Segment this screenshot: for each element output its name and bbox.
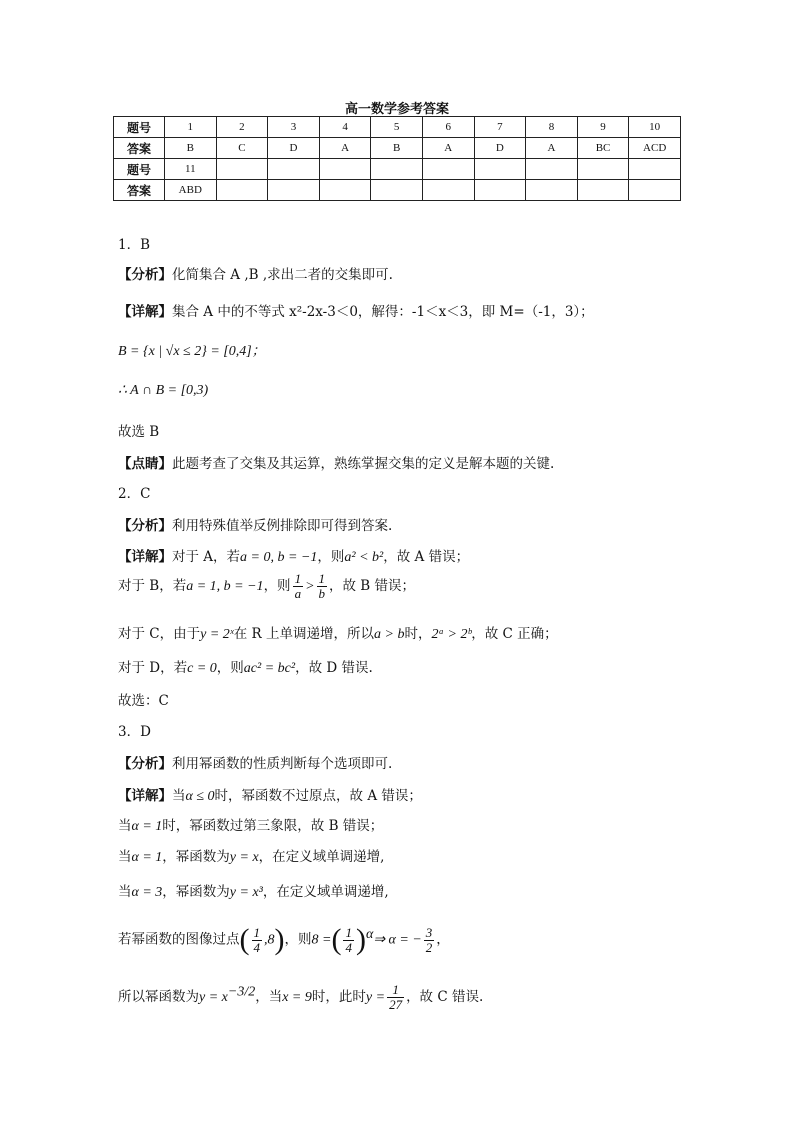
table-header-cell: 答案 <box>114 180 165 201</box>
table-cell: B <box>165 138 217 159</box>
analysis-text: 利用特殊值举反例排除即可得到答案. <box>172 518 393 534</box>
q2-detail-c <box>118 622 558 643</box>
table-cell <box>268 180 320 201</box>
table-cell: ABD <box>165 180 217 201</box>
math: a = 0, b = −1 <box>240 550 318 565</box>
table-cell: 11 <box>165 159 217 180</box>
q2-analysis <box>118 514 392 534</box>
table-header-cell: 答案 <box>114 138 165 159</box>
text: ，故 C 错误. <box>406 989 484 1005</box>
table-cell: 3 <box>268 117 320 138</box>
analysis-text: 化简集合 A ,B ,求出二者的交集即可. <box>172 267 393 283</box>
math: y = <box>365 990 386 1005</box>
q2-detail-a <box>118 545 469 566</box>
q3-detail-4 <box>118 880 389 901</box>
table-cell <box>422 159 474 180</box>
table-cell <box>371 159 423 180</box>
table-cell <box>216 159 268 180</box>
fraction <box>293 572 304 601</box>
numerator: 1 <box>253 924 260 940</box>
text: ，幂函数为 <box>162 884 230 900</box>
denominator: b <box>318 586 326 601</box>
table-header-cell: 题号 <box>114 159 165 180</box>
comment-text: 此题考查了交集及其运算，熟练掌握交集的定义是解本题的关键. <box>172 456 555 472</box>
analysis-tag: 【分析】 <box>118 756 172 772</box>
text: 当 <box>118 884 132 900</box>
math: y = x <box>229 850 259 865</box>
fraction <box>387 983 404 1012</box>
denominator: 4 <box>345 939 352 955</box>
fraction <box>424 926 435 955</box>
table-cell: 5 <box>371 117 423 138</box>
table-cell: A <box>526 138 578 159</box>
text: ，故 B 错误； <box>329 578 416 594</box>
fraction <box>252 926 263 955</box>
answer-table <box>113 116 681 201</box>
numerator: 3 <box>425 924 433 940</box>
table-cell: 4 <box>319 117 371 138</box>
math: ⇒ α = − <box>373 932 422 948</box>
table-cell: 8 <box>526 117 578 138</box>
text: ， <box>436 931 450 948</box>
math: 8 = <box>311 932 332 948</box>
math: a = 1, b = −1 <box>186 579 264 594</box>
text: 对于 C，由于 <box>118 626 201 642</box>
text: ，幂函数为 <box>162 849 230 865</box>
math: y = 2ˣ <box>200 627 234 642</box>
text: 时，幂函数过第三象限，故 B 错误； <box>162 818 384 834</box>
table-cell <box>474 180 526 201</box>
table-row <box>114 180 681 201</box>
q3-analysis <box>118 752 392 772</box>
analysis-tag: 【分析】 <box>118 267 172 283</box>
table-row <box>114 159 681 180</box>
text: 对于 B，若 <box>118 578 187 594</box>
comment-tag: 【点睛】 <box>118 456 172 472</box>
text: ，在定义域单调递增, <box>262 884 389 900</box>
text: 当 <box>118 849 132 865</box>
table-cell: A <box>422 138 474 159</box>
table-cell <box>422 180 474 201</box>
text: ，故 A 错误； <box>383 549 470 565</box>
q1-detail <box>118 300 594 320</box>
table-cell: 7 <box>474 117 526 138</box>
q3-number: 3．D <box>118 724 151 740</box>
table-cell <box>474 159 526 180</box>
paren-open: ( <box>239 923 250 956</box>
table-cell: D <box>474 138 526 159</box>
text: 对于 A，若 <box>172 549 241 565</box>
q1-number: 1．B <box>118 237 151 253</box>
q2-detail-b <box>118 572 415 601</box>
q3-detail-3 <box>118 845 384 866</box>
q3-detail-5 <box>118 925 450 955</box>
table-cell: A <box>319 138 371 159</box>
text: 时， <box>404 626 432 642</box>
paren-close: ) <box>274 923 285 956</box>
analysis-text: 利用幂函数的性质判断每个选项即可. <box>172 756 393 772</box>
text: 时，幂函数不过原点，故 A 错误； <box>214 788 422 804</box>
table-cell: D <box>268 138 320 159</box>
math: y = x <box>199 990 228 1005</box>
table-cell <box>216 180 268 201</box>
q3-detail-6 <box>118 983 483 1012</box>
table-header-cell: 题号 <box>114 117 165 138</box>
table-cell <box>577 180 629 201</box>
exponent: α <box>365 927 374 942</box>
math: y = x³ <box>229 885 263 900</box>
text: ，当 <box>255 989 283 1005</box>
numerator: 1 <box>345 924 352 940</box>
text: ，则 <box>284 931 312 948</box>
table-cell: 10 <box>629 117 681 138</box>
detail-tag: 【详解】 <box>118 788 172 804</box>
table-cell: ACD <box>629 138 681 159</box>
exponent: −3/2 <box>227 984 256 1000</box>
text: ，则 <box>263 578 291 594</box>
paren-close: ) <box>355 923 366 956</box>
text: 当 <box>118 818 132 834</box>
table-cell <box>371 180 423 201</box>
numerator: 1 <box>294 571 302 586</box>
text: 在 R 上单调递增，所以 <box>233 626 374 642</box>
text: 当 <box>172 788 186 804</box>
q2-detail-d <box>118 656 373 677</box>
table-row <box>114 138 681 159</box>
text: ，则 <box>216 660 244 676</box>
math: ,8 <box>264 932 275 948</box>
table-cell <box>319 180 371 201</box>
math: α = 1 <box>131 819 163 834</box>
analysis-tag: 【分析】 <box>118 518 172 534</box>
table-cell <box>629 180 681 201</box>
math: ac² = bc² <box>243 661 296 676</box>
text: ，故 C 正确； <box>471 626 558 642</box>
text: 若幂函数的图像过点 <box>118 931 240 948</box>
q1-choose: 故选 B <box>118 424 160 440</box>
table-row <box>114 117 681 138</box>
table-cell <box>577 159 629 180</box>
denominator: 27 <box>389 997 403 1012</box>
q1-analysis <box>118 263 393 283</box>
q1-set-b: B = {x | √x ≤ 2} = [0,4]； <box>118 344 266 359</box>
text: ，则 <box>317 549 345 565</box>
q3-detail-2 <box>118 814 383 835</box>
text: 所以幂函数为 <box>118 989 199 1005</box>
q1-intersection: ∴ A ∩ B = [0,3) <box>118 383 209 398</box>
table-cell: C <box>216 138 268 159</box>
page-title: 高一数学参考答案 <box>344 102 449 117</box>
q3-detail-1 <box>118 784 422 805</box>
table-cell: 1 <box>165 117 217 138</box>
math: c = 0 <box>187 661 217 676</box>
denominator: a <box>294 586 302 601</box>
table-cell <box>268 159 320 180</box>
detail-tag: 【详解】 <box>118 549 172 565</box>
q2-number: 2．C <box>118 486 151 502</box>
table-cell: 6 <box>422 117 474 138</box>
paren-open: ( <box>331 923 342 956</box>
detail-text: 集合 A 中的不等式 x²-2x-3＜0，解得：-1＜x＜3，即 M=（-1，3）； <box>172 304 594 320</box>
fraction <box>343 926 354 955</box>
q2-choose: 故选：C <box>118 693 169 709</box>
table-cell: 2 <box>216 117 268 138</box>
math: a > b <box>374 627 405 642</box>
table-cell: B <box>371 138 423 159</box>
numerator: 1 <box>318 571 326 586</box>
q1-comment <box>118 452 554 472</box>
fraction <box>317 572 328 601</box>
math: α ≤ 0 <box>185 789 215 804</box>
text: ，在定义域单调递增, <box>258 849 385 865</box>
table-cell <box>526 180 578 201</box>
table-cell <box>319 159 371 180</box>
math: x = 9 <box>282 990 312 1005</box>
math: 2ᵃ > 2ᵇ <box>431 627 472 642</box>
numerator: 1 <box>387 983 404 998</box>
text: 对于 D，若 <box>118 660 188 676</box>
table-cell <box>526 159 578 180</box>
detail-tag: 【详解】 <box>118 304 172 320</box>
denominator: 2 <box>425 939 433 955</box>
math: > <box>305 579 315 594</box>
math: α = 3 <box>131 885 163 900</box>
denominator: 4 <box>253 939 260 955</box>
math: a² < b² <box>344 550 384 565</box>
text: ，故 D 错误. <box>295 660 373 676</box>
text: 时，此时 <box>311 989 366 1005</box>
table-cell: BC <box>577 138 629 159</box>
table-cell: 9 <box>577 117 629 138</box>
math: α = 1 <box>131 850 163 865</box>
table-cell <box>629 159 681 180</box>
